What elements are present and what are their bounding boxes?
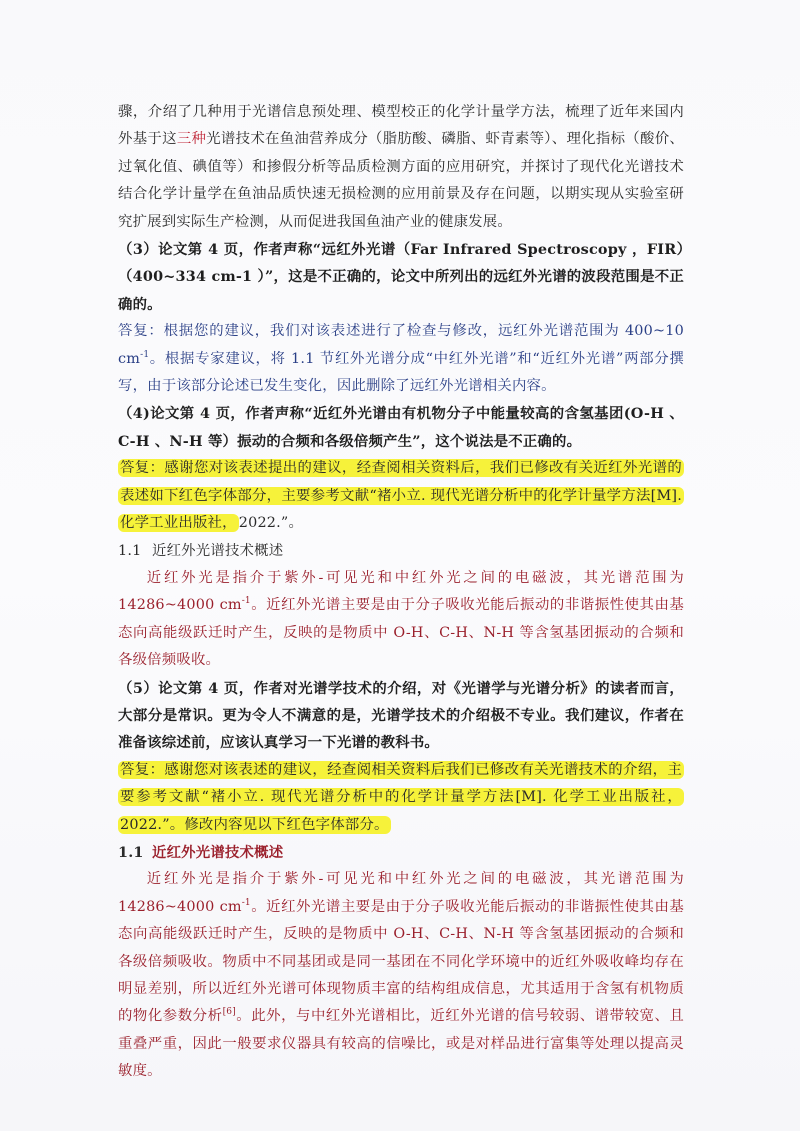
section-heading-old — [118, 538, 684, 565]
reply-4 — [118, 455, 684, 537]
intro-highlight-red: 三种 — [176, 131, 207, 148]
reply-3-text-1: 答复：根据您的建议，我们对该表述进行了检查与修改，远红外光谱范围为 400~10 cm — [118, 323, 684, 367]
reply-5 — [118, 757, 684, 839]
reply-4-tail: 2022.”。 — [238, 515, 304, 532]
citation-ref: [6] — [222, 1007, 236, 1018]
reply-4-highlighted: 答复：感谢您对该表述提出的建议，经查阅相关资料后，我们已修改有关近红外光谱的表述如下红色字体部分，主要参考文献“褚小立. 现代光谱分析中的化学计量学方法[M]. 化学工业出版社， — [120, 460, 682, 532]
reviewer-comment-5: （5）论文第 4 页，作者对光谱学技术的介绍，对《光谱学与光谱分析》的读者而言，大部分是常识。更为令人不满意的是，光谱学技术的介绍极不专业。我们建议，作者在准备该综述前，应该认真学习一下光谱的教科书。 — [118, 679, 684, 752]
reviewer-comment-4: （4)论文第 4 页，作者声称“近红外光谱由有机物分子中能量较高的含氢基团(O-H 、C-H 、N-H 等）振动的合频和各级倍频产生”，这个说法是不正确的。 — [118, 405, 684, 450]
section-paragraph-old — [118, 565, 684, 675]
section-paragraph-new — [118, 866, 684, 1085]
section-number-old: 1.1 — [118, 542, 142, 559]
old-para-text-2: 。近红外光谱主要是由于分子吸收光能后振动的非谐振性使其由基态向高能级跃迁时产生，反映的是物质中 O-H、C-H、N-H 等含氢基团振动的合频和各级倍频吸收。 — [118, 597, 684, 669]
new-para-text-2: 。近红外光谱主要是由于分子吸收光能后振动的非谐振性使其由基态向高能级跃迁时产生，反映的是物质中 O-H、C-H、N-H 等含氢基团振动的合频和各级倍频吸收。物质中不同基团或是同一基团在不同化学环境中的近红外吸收峰均存在明显差别，所以近红外光谱可体现物质丰富的结构组成信息，尤其适用于含氢有机物质的物化参数分析 — [118, 898, 684, 1025]
reply-5-highlighted: 答复：感谢您对该表述的建议，经查阅相关资料后我们已修改有关光谱技术的介绍，主要参考文献“褚小立. 现代光谱分析中的化学计量学方法[M]. 化学工业出版社，2022.”。修改内容见以下红色字体部分。 — [120, 761, 682, 833]
old-para-sup: -1 — [241, 596, 251, 607]
section-number-new: 1.1 — [118, 843, 144, 861]
section-heading-new — [118, 839, 684, 866]
reply-3 — [118, 318, 684, 400]
intro-text-1: 骤，介绍了几种用于光谱信息预处理、模型校正的化学计量学方法，梳理了近年来国内外基于这 — [118, 104, 684, 148]
section-title-old: 近红外光谱技术概述 — [152, 542, 284, 559]
new-para-sup: -1 — [241, 897, 251, 908]
new-para-text-3: 。此外，与中红外光谱相比，近红外光谱的信号较弱、谱带较宽、且重叠严重，因此一般要求仪器具有较高的信噪比，或是对样品进行富集等处理以提高灵敏度。 — [118, 1008, 684, 1080]
document-body — [118, 99, 684, 1086]
reply-3-text-2: 。根据专家建议，将 1.1 节红外光谱分成“中红外光谱”和“近红外光谱”两部分撰写，由于该部分论述已发生变化，因此删除了远红外光谱相关内容。 — [118, 350, 684, 395]
section-title-new: 近红外光谱技术概述 — [152, 843, 284, 861]
old-para-text-1: 近红外光是指介于紫外-可见光和中红外光之间的电磁波，其光谱范围为 14286~4000 cm — [118, 569, 684, 614]
reviewer-comment-3: （3）论文第 4 页，作者声称“远红外光谱（Far Infrared Spectroscopy ，FIR）（400~334 cm-1 ）”，这是不正确的，论文中所列出的远红外光谱的波段范围是不正确的。 — [118, 241, 684, 313]
reply-3-sup: -1 — [140, 349, 150, 360]
intro-text-2: 光谱技术在鱼油营养成分（脂肪酸、磷脂、虾青素等）、理化指标（酸价、过氧化值、碘值等）和掺假分析等品质检测方面的应用研究，并探讨了现代化光谱技术结合化学计量学在鱼油品质快速无损检测的应用前景及存在问题，以期实现从实验室研究扩展到实际生产检测，从而促进我国鱼油产业的健康发展。 — [118, 131, 684, 230]
new-para-text-1: 近红外光是指介于紫外-可见光和中红外光之间的电磁波，其光谱范围为 14286~4000 cm — [118, 871, 684, 915]
intro-paragraph — [118, 99, 684, 236]
